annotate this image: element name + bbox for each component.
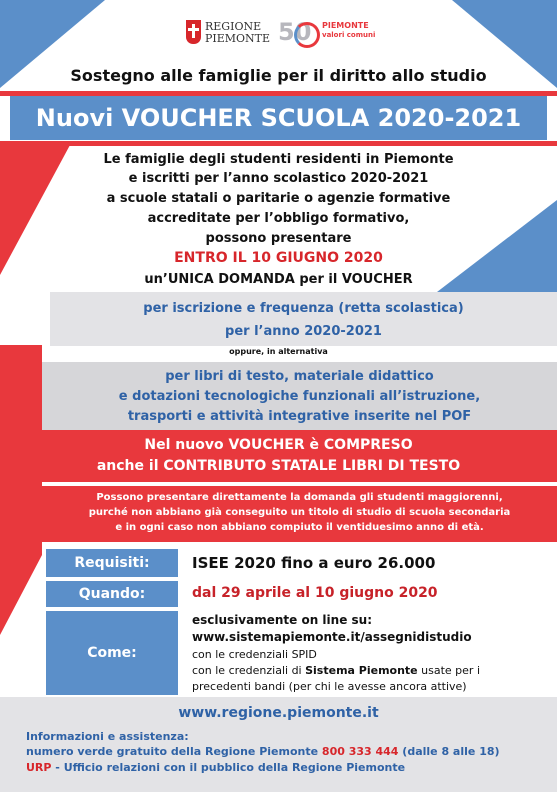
anniversary-number: 50 [278,18,312,46]
maggiorenni-line2: purché non abbiano già conseguito un titolo di studio di scuola secondaria [88,507,511,518]
coat-of-arms-icon [186,20,201,44]
oppure-text: oppure, in alternativa [229,347,328,356]
compreso-line2: anche il CONTRIBUTO STATALE LIBRI DI TESTO [96,458,461,474]
anniversary-line1: PIEMONTE [322,21,369,30]
come-line3: con le credenziali SPID [192,648,317,661]
come-website-link[interactable]: www.sistemapiemonte.it/assegnidistudio [192,630,472,644]
requisiti-label: Requisiti: [46,549,178,577]
assistance-title: Informazioni e assistenza: [26,730,189,743]
bottom-left-red-triangle [0,555,42,635]
toll-free-number[interactable]: 800 333 444 [321,745,399,758]
come-label: Come: [46,611,178,695]
option1-line2: per l’anno 2020-2021 [225,324,382,339]
urp-line: URP - Ufficio relazioni con il pubblico della Regione Piemonte [26,761,406,774]
intro-line-2: e iscritti per l’anno scolastico 2020-2021 [128,171,429,186]
red-divider-bottom [0,141,557,146]
subtitle: Sostegno alle famiglie per il diritto allo studio [70,66,487,85]
anniversary-line2: valori comuni [322,31,376,39]
option2-line3: trasporti e attività integrative inserite nel POF [127,409,472,424]
come-line5: precedenti bandi (per chi le avesse ancora attive) [192,680,467,693]
toll-free-line: numero verde gratuito della Regione Piemonte 800 333 444 (dalle 8 alle 18) [26,745,500,758]
deadline-text: ENTRO IL 10 GIUGNO 2020 [174,250,383,266]
maggiorenni-line3: e in ogni caso non abbiano compiuto il ventiduesimo anno di età. [115,522,484,533]
logo-bar [0,0,557,62]
anniversary-logo [278,18,378,50]
quando-value: dal 29 aprile al 10 giugno 2020 [192,585,438,601]
compreso-line1: Nel nuovo VOUCHER è COMPRESO [144,437,413,453]
region-logo-line2: PIEMONTE [205,32,271,45]
option1-line1: per iscrizione e frequenza (retta scolastica) [143,301,464,316]
region-website-link[interactable]: www.regione.piemonte.it [178,705,379,721]
intro-line-1: Le famiglie degli studenti residenti in Piemonte [103,152,454,167]
anniversary-ring-icon [294,22,320,48]
unica-domanda-text: un’UNICA DOMANDA per il VOUCHER [144,272,413,287]
come-line1: esclusivamente on line su: [192,613,372,627]
region-logo-line1: REGIONE [205,20,262,33]
come-line4: con le credenziali di Sistema Piemonte usate per i [192,664,480,677]
intro-line-5: possono presentare [205,231,352,246]
option2-line2: e dotazioni tecnologiche funzionali all’istruzione, [118,389,481,404]
regione-piemonte-logo [186,20,272,50]
maggiorenni-line1: Possono presentare direttamente la domanda gli studenti maggiorenni, [96,492,503,503]
requisiti-value: ISEE 2020 fino a euro 26.000 [192,554,436,572]
quando-label: Quando: [46,581,178,607]
intro-line-4: accreditate per l’obbligo formativo, [147,211,410,226]
option2-line1: per libri di testo, materiale didattico [165,369,434,384]
main-banner: Nuovi VOUCHER SCUOLA 2020-2021 [10,96,547,140]
intro-line-3: a scuole statali o paritarie o agenzie formative [106,191,451,206]
